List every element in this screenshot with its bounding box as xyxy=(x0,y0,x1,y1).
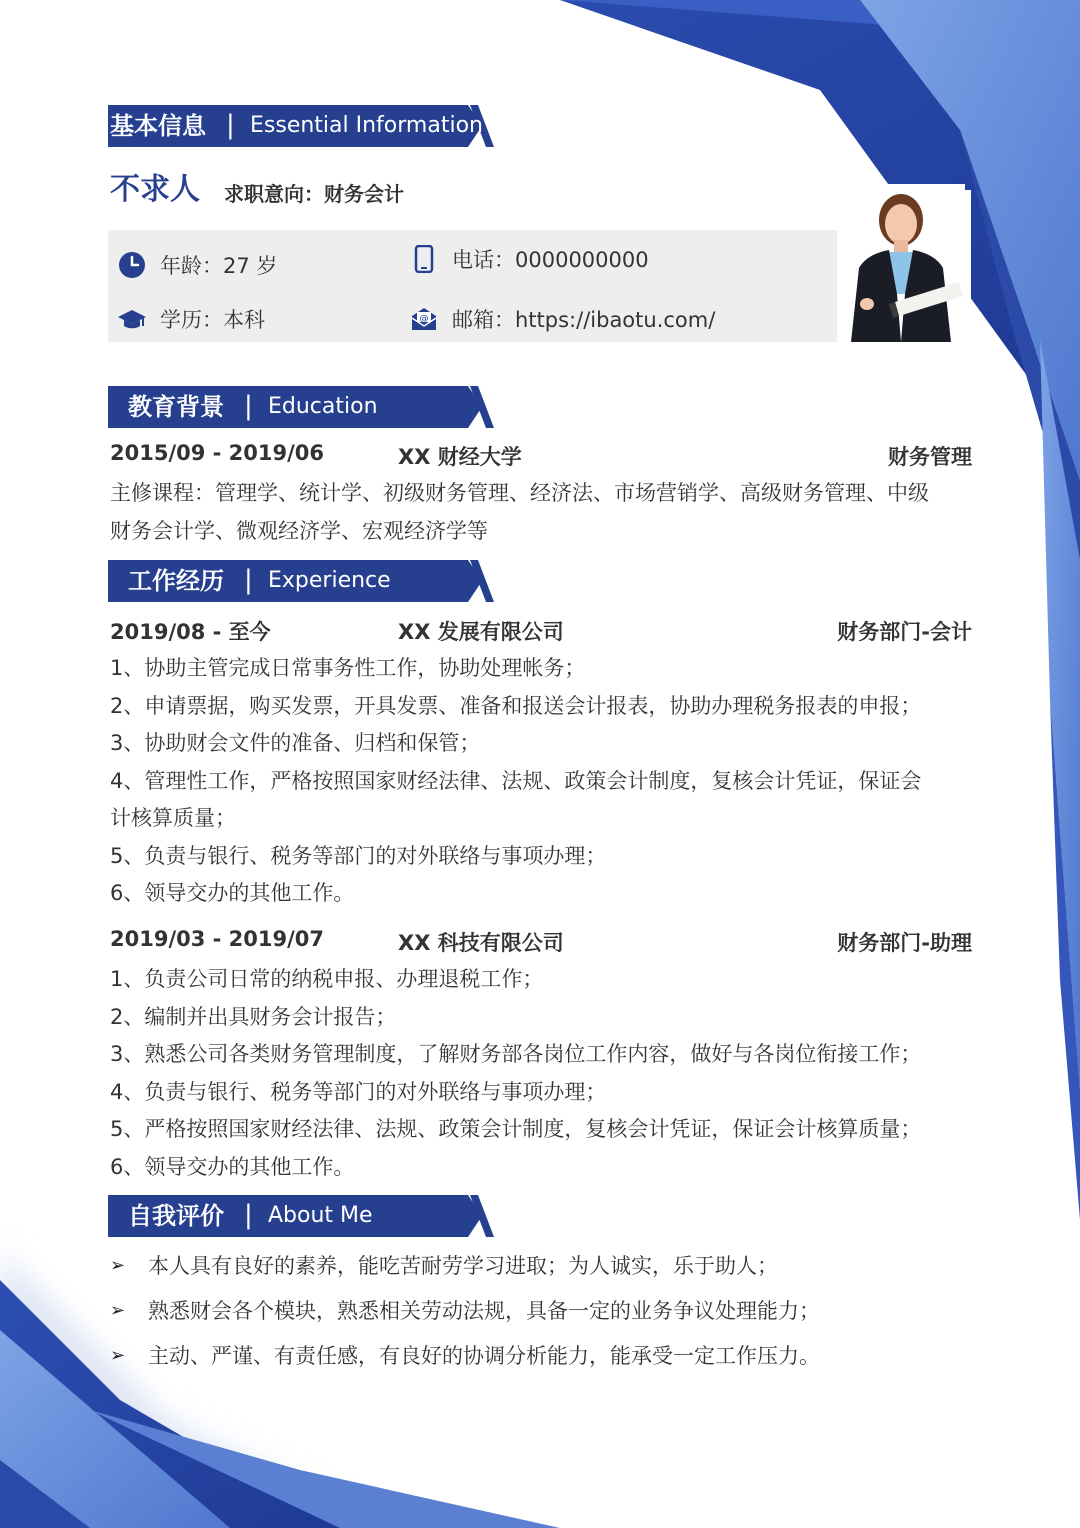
arrow-bullet-icon: ➢ xyxy=(110,1299,126,1321)
section-separator: | xyxy=(226,110,235,140)
duty-item: 2、编制并出具财务会计报告； xyxy=(110,1004,397,1029)
duty-item: 1、负责公司日常的纳税申报、办理退税工作； xyxy=(110,967,544,991)
section-separator: | xyxy=(244,1200,253,1230)
avatar xyxy=(837,184,965,342)
duty-item: 计核算质量； xyxy=(110,806,236,830)
duty-item: 2、申请票据，购买发票，开具发票、准备和报送会计报表，协助办理税务报表的申报； xyxy=(110,693,922,718)
duty-item: 3、协助财会文件的准备、归档和保管； xyxy=(110,731,481,755)
basic-info-panel xyxy=(108,230,838,342)
job-date: 2019/03 - 2019/07 xyxy=(110,927,325,951)
duty-item: 4、负责与银行、税务等部门的对外联络与事项办理； xyxy=(110,1079,607,1104)
education-school: XX 财经大学 xyxy=(398,445,522,469)
phone-icon xyxy=(410,245,438,273)
section-header-experience xyxy=(108,560,498,602)
section-header-basic xyxy=(108,105,498,147)
svg-text:@: @ xyxy=(419,314,429,324)
duty-item: 5、严格按照国家财经法律、法规、政策会计制度，复核会计凭证，保证会计核算质量； xyxy=(110,1117,922,1141)
education-major: 财务管理 xyxy=(888,445,972,469)
section-separator: | xyxy=(244,565,253,595)
profile-photo xyxy=(837,184,965,342)
section-header-education xyxy=(108,386,498,428)
job-date: 2019/08 - 至今 xyxy=(110,620,271,644)
education-date: 2015/09 - 2019/06 xyxy=(110,441,325,465)
about-text: 主动、严谨、有责任感，有良好的协调分析能力，能承受一定工作压力。 xyxy=(148,1344,820,1368)
mail-icon xyxy=(410,305,438,333)
job-intent: 求职意向：财务会计 xyxy=(224,182,404,206)
duty-item: 6、领导交办的其他工作。 xyxy=(110,881,355,905)
duty-item: 5、负责与银行、税务等部门的对外联络与事项办理； xyxy=(110,843,607,868)
info-age xyxy=(118,250,277,280)
section-title-en: Essential Information xyxy=(250,113,483,138)
clock-icon xyxy=(118,251,146,279)
job-role: 财务部门-助理 xyxy=(837,931,972,955)
job-company: XX 科技有限公司 xyxy=(398,931,564,955)
age-text: 年龄：27 岁 xyxy=(160,254,278,278)
duty-item: 4、管理性工作，严格按照国家财经法律、法规、政策会计制度，复核会计凭证，保证会 xyxy=(110,768,922,793)
duty-item: 1、协助主管完成日常事务性工作，协助处理帐务； xyxy=(110,656,586,680)
job-duties xyxy=(110,650,970,913)
section-title-en: Education xyxy=(268,394,378,419)
education-text: 学历：本科 xyxy=(160,308,265,332)
info-education xyxy=(118,304,265,334)
job-company: XX 发展有限公司 xyxy=(398,620,564,644)
about-item xyxy=(110,1250,778,1280)
arrow-bullet-icon: ➢ xyxy=(110,1254,126,1276)
section-title: 教育背景 xyxy=(128,393,224,421)
duty-item: 3、熟悉公司各类财务管理制度，了解财务部各岗位工作内容，做好与各岗位衔接工作； xyxy=(110,1042,922,1066)
phone-text: 电话：0000000000 xyxy=(452,248,649,272)
section-title-en: Experience xyxy=(268,568,391,593)
arrow-bullet-icon: ➢ xyxy=(110,1344,126,1366)
education-courses xyxy=(110,475,970,550)
section-title: 基本信息 xyxy=(110,112,206,140)
section-header-about xyxy=(108,1195,498,1237)
section-title-en: About Me xyxy=(268,1203,373,1228)
about-text: 熟悉财会各个模块，熟悉相关劳动法规，具备一定的业务争议处理能力； xyxy=(148,1299,820,1323)
info-phone xyxy=(410,244,649,274)
courses-line: 主修课程：管理学、统计学、初级财务管理、经济法、市场营销学、高级财务管理、中级 xyxy=(110,481,929,505)
courses-line: 财务会计学、微观经济学、宏观经济学等 xyxy=(110,518,488,543)
about-text: 本人具有良好的素养，能吃苦耐劳学习进取；为人诚实，乐于助人； xyxy=(148,1254,778,1278)
info-email xyxy=(410,304,715,334)
section-title: 自我评价 xyxy=(128,1202,224,1230)
duty-item: 6、领导交办的其他工作。 xyxy=(110,1154,355,1179)
candidate-name: 不求人 xyxy=(110,172,200,207)
section-separator: | xyxy=(244,391,253,421)
email-text: 邮箱：https://ibaotu.com/ xyxy=(452,308,716,332)
about-item xyxy=(110,1295,820,1325)
section-title: 工作经历 xyxy=(128,567,224,595)
graduation-cap-icon xyxy=(118,305,146,333)
about-item xyxy=(110,1340,820,1370)
job-duties xyxy=(110,961,970,1186)
job-role: 财务部门-会计 xyxy=(837,620,972,644)
